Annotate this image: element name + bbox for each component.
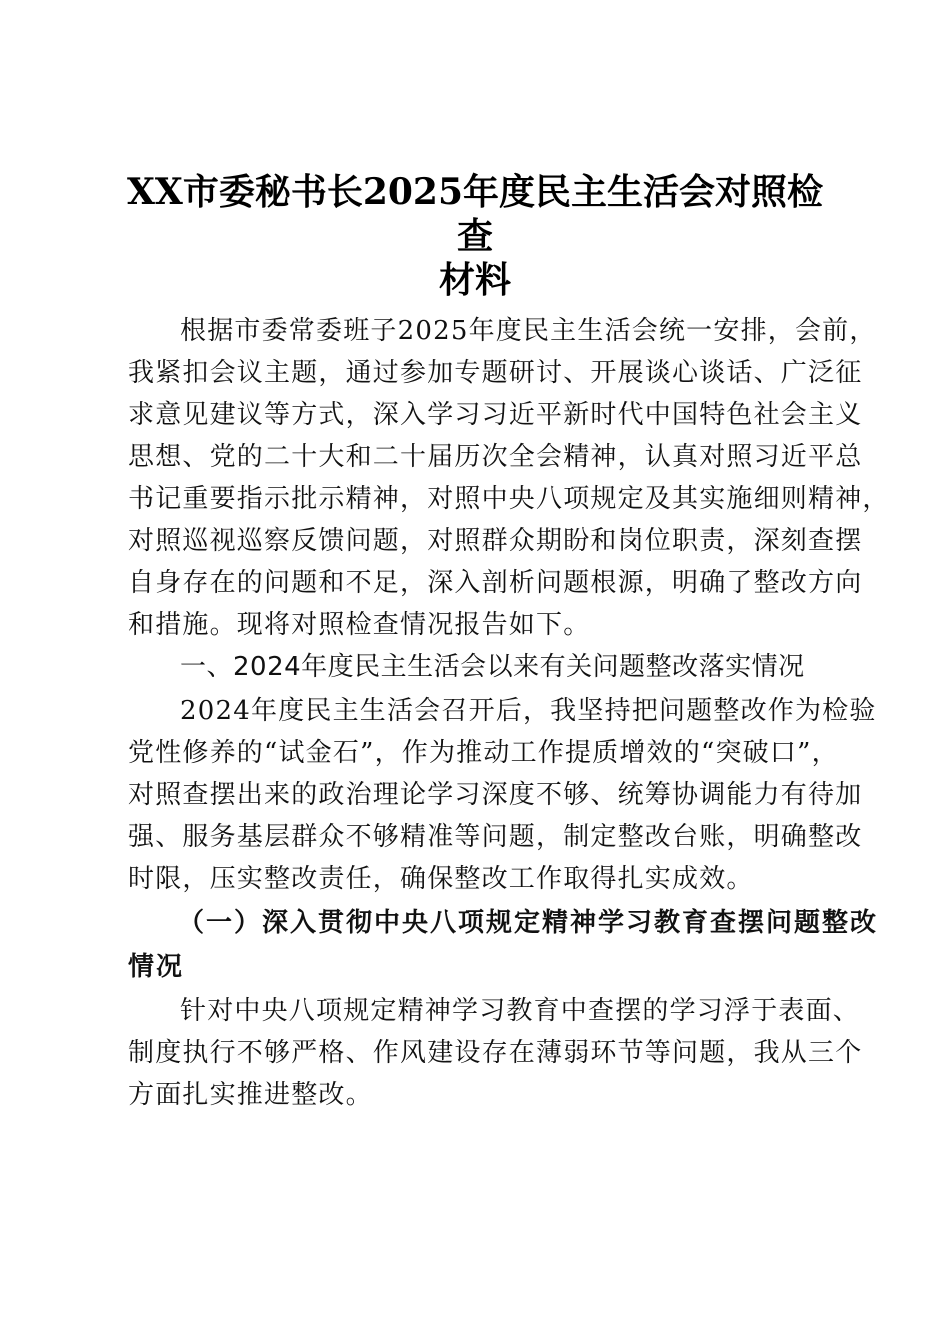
section1-line: 强、服务基层群众不够精准等问题，制定整改台账，明确整改	[128, 822, 863, 852]
subsection1-line: 制度执行不够严格、作风建设存在薄弱环节等问题，我从三个	[128, 1038, 863, 1068]
document-title	[110, 170, 840, 302]
section1-line: 时限，压实整改责任，确保整改工作取得扎实成效。	[128, 864, 754, 894]
intro-line: 根据市委常委班子2025年度民主生活会统一安排，会前，	[180, 316, 877, 346]
intro-line: 和措施。现将对照检查情况报告如下。	[128, 610, 591, 640]
intro-line: 我紧扣会议主题，通过参加专题研讨、开展谈心谈话、广泛征	[128, 358, 863, 388]
section1-line: 对照查摆出来的政治理论学习深度不够、统筹协调能力有待加	[128, 780, 863, 810]
section-heading-1: 一、2024年度民主生活会以来有关问题整改落实情况	[180, 652, 805, 682]
subsection-heading-1-continued: 情况	[128, 952, 185, 982]
subsection1-line: 针对中央八项规定精神学习教育中查摆的学习浮于表面、	[180, 996, 861, 1026]
subsection1-line: 方面扎实推进整改。	[128, 1080, 373, 1110]
document-title-line-2: 材料	[438, 259, 511, 301]
intro-line: 自身存在的问题和不足，深入剖析问题根源，明确了整改方向	[128, 568, 863, 598]
section1-line: 2024年度民主生活会召开后，我坚持把问题整改作为检验	[180, 696, 877, 726]
intro-line: 思想、党的二十大和二十届历次全会精神，认真对照习近平总	[128, 442, 863, 472]
subsection-heading-1: （一）深入贯彻中央八项规定精神学习教育查摆问题整改	[178, 908, 879, 938]
intro-line: 书记重要指示批示精神，对照中央八项规定及其实施细则精神，	[128, 484, 890, 514]
document-title-line-1: XX市委秘书长2025年度民主生活会对照检查	[126, 171, 824, 257]
intro-line: 对照巡视巡察反馈问题，对照群众期盼和岗位职责，深刻查摆	[128, 526, 863, 556]
section1-line: 党性修养的“试金石”，作为推动工作提质增效的“突破口”，	[128, 738, 839, 768]
intro-line: 求意见建议等方式，深入学习习近平新时代中国特色社会主义	[128, 400, 863, 430]
